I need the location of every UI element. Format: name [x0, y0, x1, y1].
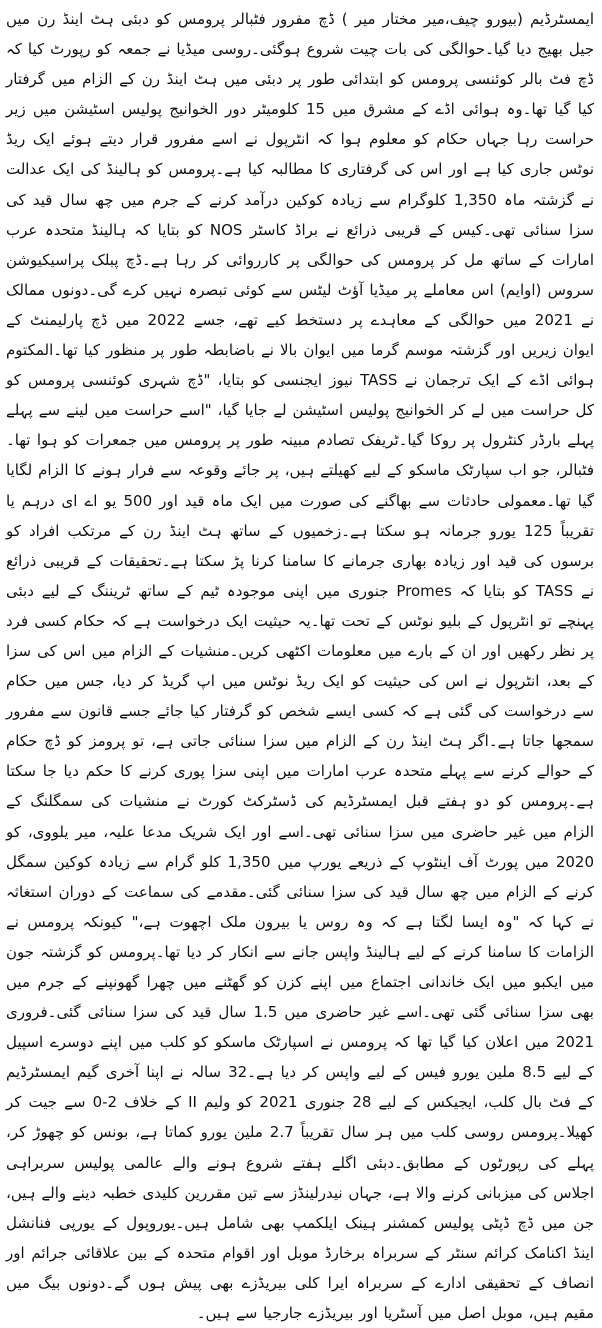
article-body: ایمسٹرڈیم (بیورو چیف،میر مختار میر ) ڈچ مفرور فٹبالر پرومس کو دبئی ہٹ اینڈ رن میں جیل بھیج دیا گیا۔حوالگی کی بات چیت شروع ہوگئی۔روسی میڈیا نے جمعہ کو رپورٹ کیا کہ ڈچ فٹ بالر کوئنسی پرومس کو ابتدائی طور پر دبئی میں ہٹ اینڈ رن کے الزام میں گرفتار کیا گیا تھا۔وہ ہوائی اڈے کے مشرق میں 15 کلومیٹر دور الخوانیج پولیس اسٹیشن میں زیر حراست رہا جہاں حکام کو معلوم ہوا کہ انٹرپول نے اسے مفرور قرار دیتے ہوئے ایک ریڈ نوٹس جاری کیا ہے اور اس کی گرفتاری کا مطالبہ کیا ہے۔پرومس کو ہالینڈ کی ایک عدالت نے گزشتہ ماہ 1,350 کلوگرام سے زیادہ کوکین درآمد کرنے کے جرم میں چھ سال قید کی سزا سنائی تھی۔کیس کے قریبی ذرائع نے براڈ کاسٹر NOS کو بتایا کہ ہالینڈ متحدہ عرب امارات کے ساتھ مل کر پرومس کی حوالگی پر کارروائی کر رہا ہے۔ڈچ پبلک پراسیکیوشن سروس (اوایم) اس معاملے پر میڈیا آؤٹ لیٹس سے کوئی تبصرہ نہیں کرے گی۔دونوں ممالک نے 2021 میں حوالگی کے معاہدے پر دستخط کیے تھے، جسے 2022 میں ڈچ پارلیمنٹ کے ایوان زیریں اور گزشتہ موسم گرما میں ایوان بالا نے باضابطہ طور پر منظور کیا تھا۔المکتوم ہوائی اڈے کے ایک ترجمان نے TASS نیوز ایجنسی کو بتایا، "ڈچ شہری کوئنسی پرومس کو کل حراست میں لے کر الخوانیج پولیس اسٹیشن لے جایا گیا، "اسے حراست میں لینے سے پہلے پہلے بارڈر کنٹرول پر روکا گیا۔ٹریفک تصادم مبینہ طور پر پرومس میں جمعرات کو ہوا تھا۔فٹبالر، جو اب سپارٹک ماسکو کے لیے کھیلتے ہیں، پر جائے وقوعہ سے فرار ہونے کا الزام لگایا گیا تھا۔معمولی حادثات سے بھاگنے کی صورت میں ایک ماہ قید اور 500 یو اے ای درہم یا تقریباً 125 یورو جرمانہ ہو سکتا ہے۔زخمیوں کے ساتھ ہٹ اینڈ رن کے مرتکب افراد کو برسوں کی قید اور زیادہ بھاری جرمانے کا سامنا کرنا پڑ سکتا ہے۔تحقیقات کے قریبی ذرائع نے TASS کو بتایا کہ Promes جنوری میں اپنی موجودہ ٹیم کے ساتھ ٹریننگ کے لیے دبئی پہنچے تو انٹرپول کے بلیو نوٹس کے تحت تھا۔یہ حیثیت ایک درخواست ہے کہ حکام کسی فرد پر نظر رکھیں اور ان کے بارے میں معلومات اکٹھی کریں۔منشیات کے الزام میں اس کی سزا کے بعد، انٹرپول نے اس کی حیثیت کو ایک ریڈ نوٹس میں اپ گریڈ کر دیا، جس میں حکام سے درخواست کی گئی ہے کہ کسی ایسے شخص کو گرفتار کیا جائے جسے قانون سے مفرور سمجھا جاتا ہے۔اگر ہٹ اینڈ رن کے الزام میں سزا سنائی جاتی ہے، تو پرومز کو ڈچ حکام کے حوالے کرنے سے پہلے متحدہ عرب امارات میں اپنی سزا پوری کرنے کا حکم دیا جا سکتا ہے۔پرومس کو دو ہفتے قبل ایمسٹرڈیم کی ڈسٹرکٹ کورٹ نے منشیات کی سمگلنگ کے الزام میں غیر حاضری میں سزا سنائی تھی۔اسے اور ایک شریک مدعا علیہ، میر یلووی، کو 2020 میں پورٹ آف اینٹوپ کے ذریعے یورپ میں 1,350 کلو گرام سے زیادہ کوکین سمگل کرنے کے الزام میں چھ سال قید کی سزا سنائی گئی۔مقدمے کی سماعت کے دوران استغاثہ نے کہا کہ "وہ ایسا لگتا ہے کہ وہ روس یا بیرون ملک اچھوت ہے،" کیونکہ پرومس نے الزامات کا سامنا کرنے کے لیے ہالینڈ واپس جانے سے انکار کر دیا تھا۔پرومس کو گزشتہ جون میں ایکبو میں ایک خاندانی اجتماع میں اپنے کزن کو گھٹنے میں چھرا گھونپنے کے جرم میں بھی سزا سنائی گئی تھی۔اسے غیر حاضری میں 1.5 سال قید کی سزا سنائی گئی۔فروری 2021 میں اعلان کیا گیا تھا کہ پرومس نے اسپارٹک ماسکو کو کلب میں اپنے دوسرے اسپیل کے لیے 8.5 ملین یورو فیس کے لیے واپس کر دیا ہے۔32 سالہ نے اپنا آخری گیم ایمسٹرڈیم کے فٹ بال کلب، ایجیکس کے لیے 28 جنوری 2021 کو ولیم II کے خلاف 2-0 سے جیت کر کھیلا۔پرومس روسی کلب میں ہر سال تقریباً 2.7 ملین یورو کماتا ہے، بونس کو چھوڑ کر، پہلے کی رپورٹوں کے مطابق۔دبئی اگلے ہفتے شروع ہونے والے عالمی پولیس سربراہی اجلاس کی میزبانی کرنے والا ہے، جہاں نیدرلینڈز سے تین مقررین کلیدی خطبہ دینے والے ہیں، جن میں ڈچ ڈپٹی پولیس کمشنر ہینک ایلکمپ بھی شامل ہیں۔یوروپول کے یورپی فنانشل اینڈ اکنامک کرائم سنٹر کے سربراہ برخارڈ موبل اور اقوام متحدہ کے بین علاقائی جرائم اور انصاف کے تحقیقی ادارے کے سربراہ ایرا کلی بیریڈزے بھی پیش ہوں گے۔دونوں بیگ میں مقیم ہیں، موبل اصل میں آسٹریا اور بیریڈزے جارجیا سے ہیں۔	[6, 10, 595, 1323]
